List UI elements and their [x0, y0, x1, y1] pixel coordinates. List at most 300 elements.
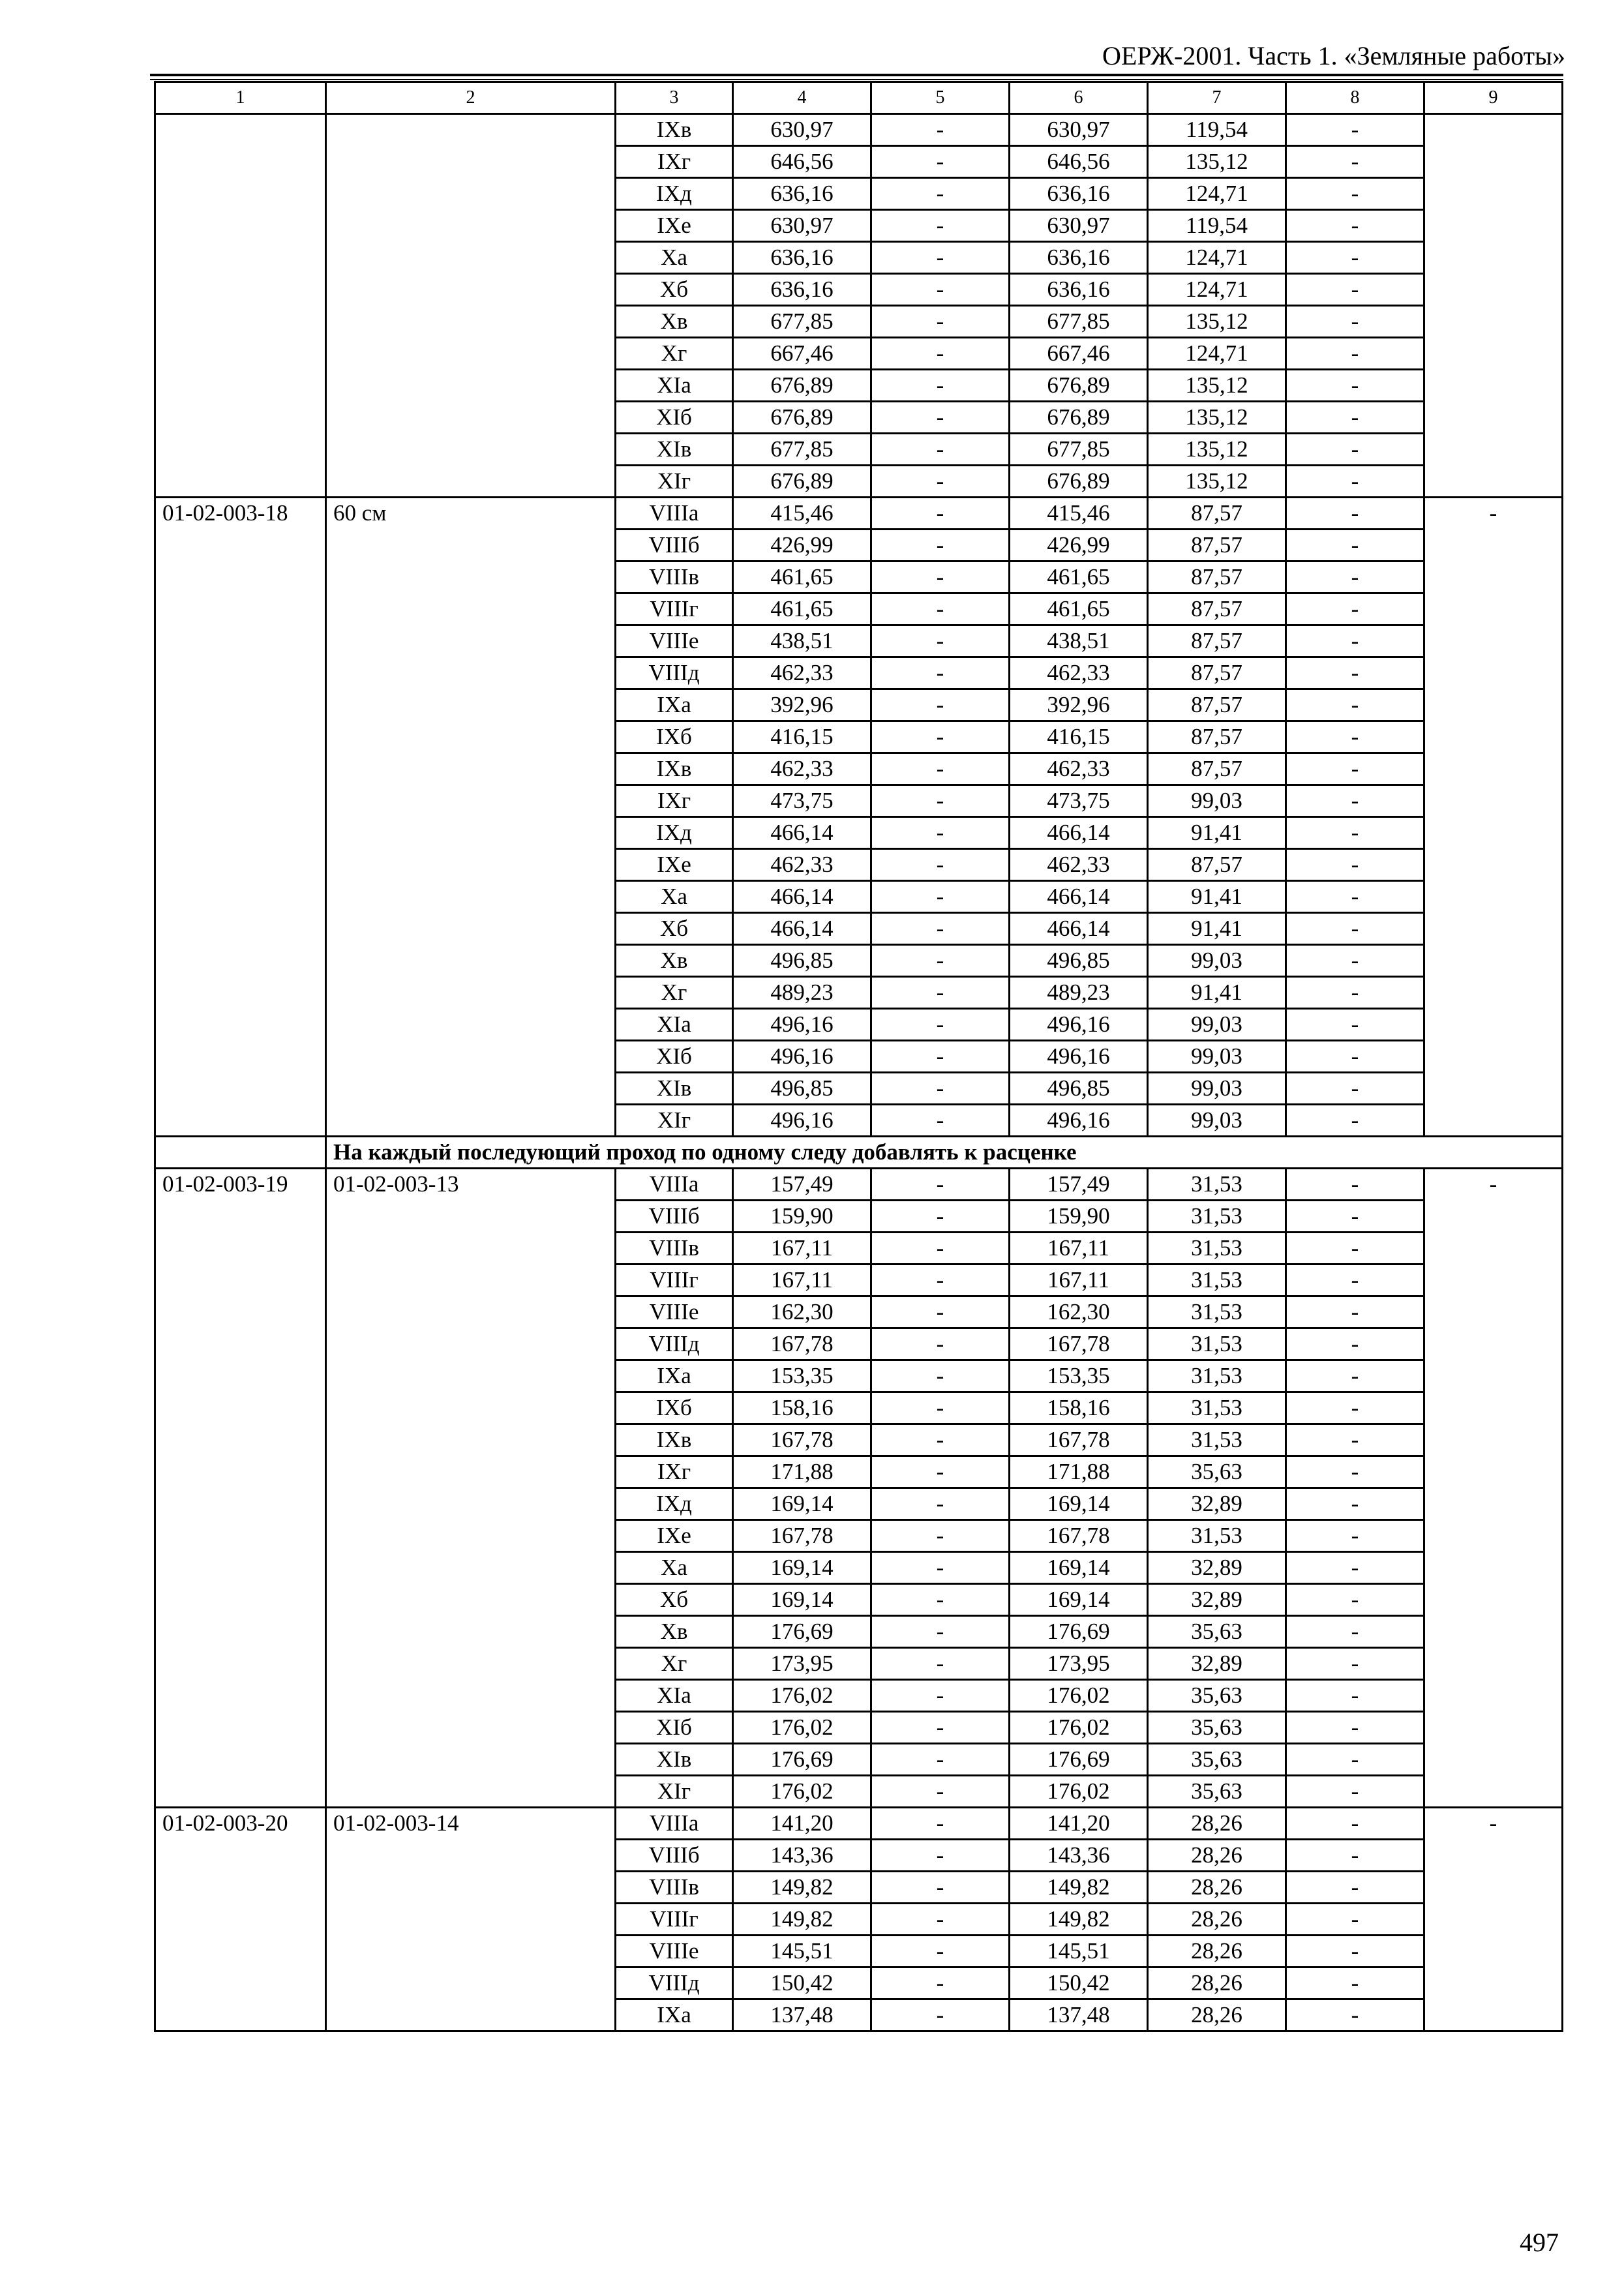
machinist-wages-cell: 91,41 — [1148, 881, 1286, 913]
wages-cell: - — [871, 274, 1010, 306]
section-title: На каждый последующий проход по одному следу добавлять к расценке — [326, 1137, 1563, 1169]
machine-cost-cell: 176,69 — [1010, 1744, 1148, 1776]
machine-cost-cell: 438,51 — [1010, 625, 1148, 657]
soil-group-cell: IXд — [616, 1488, 733, 1520]
wages-cell: - — [871, 1967, 1010, 1999]
total-cost-cell: 149,82 — [733, 1872, 871, 1904]
soil-group-cell: XIб — [616, 1041, 733, 1073]
wages-cell: - — [871, 402, 1010, 434]
machine-cost-cell: 167,78 — [1010, 1328, 1148, 1360]
total-cost-cell: 438,51 — [733, 625, 871, 657]
column-number-cell: 6 — [1010, 82, 1148, 114]
total-cost-cell: 162,30 — [733, 1296, 871, 1328]
materials-cell: - — [1286, 306, 1424, 338]
total-cost-cell: 137,48 — [733, 1999, 871, 2031]
materials-cell: - — [1286, 817, 1424, 849]
soil-group-cell: Xг — [616, 1648, 733, 1680]
soil-group-cell: XIг — [616, 1776, 733, 1808]
total-cost-cell: 153,35 — [733, 1360, 871, 1392]
machinist-wages-cell: 28,26 — [1148, 1872, 1286, 1904]
total-cost-cell: 496,16 — [733, 1041, 871, 1073]
wages-cell: - — [871, 1201, 1010, 1233]
wages-cell: - — [871, 913, 1010, 945]
machine-cost-cell: 646,56 — [1010, 146, 1148, 178]
wages-cell: - — [871, 1840, 1010, 1872]
machinist-wages-cell: 31,53 — [1148, 1169, 1286, 1201]
machinist-wages-cell: 99,03 — [1148, 1105, 1286, 1137]
soil-group-cell: VIIIе — [616, 625, 733, 657]
soil-group-cell: XIв — [616, 434, 733, 466]
soil-group-cell: XIа — [616, 1009, 733, 1041]
machinist-wages-cell: 31,53 — [1148, 1264, 1286, 1296]
wages-cell: - — [871, 977, 1010, 1009]
machine-cost-cell: 176,02 — [1010, 1712, 1148, 1744]
materials-cell: - — [1286, 1552, 1424, 1584]
soil-group-cell: XIг — [616, 466, 733, 498]
soil-group-cell: Xв — [616, 1616, 733, 1648]
materials-cell: - — [1286, 593, 1424, 625]
machinist-wages-cell: 32,89 — [1148, 1552, 1286, 1584]
soil-group-cell: Xв — [616, 945, 733, 977]
soil-group-cell: Xб — [616, 1584, 733, 1616]
total-cost-cell: 461,65 — [733, 593, 871, 625]
machine-cost-cell: 143,36 — [1010, 1840, 1148, 1872]
wages-cell: - — [871, 306, 1010, 338]
wages-cell: - — [871, 114, 1010, 146]
wages-cell: - — [871, 1360, 1010, 1392]
machinist-wages-cell: 28,26 — [1148, 1808, 1286, 1840]
machine-cost-cell: 496,85 — [1010, 945, 1148, 977]
wages-cell: - — [871, 1999, 1010, 2031]
soil-group-cell: IXб — [616, 721, 733, 753]
soil-group-cell: VIIIб — [616, 1840, 733, 1872]
materials-cell: - — [1286, 1936, 1424, 1967]
machine-cost-cell: 466,14 — [1010, 817, 1148, 849]
wages-cell: - — [871, 1169, 1010, 1201]
machinist-wages-cell: 28,26 — [1148, 1904, 1286, 1936]
wages-cell: - — [871, 1904, 1010, 1936]
machine-cost-cell: 461,65 — [1010, 561, 1148, 593]
machinist-wages-cell: 135,12 — [1148, 370, 1286, 402]
materials-cell: - — [1286, 498, 1424, 530]
total-cost-cell: 176,69 — [733, 1616, 871, 1648]
rates-table-body — [155, 82, 1563, 2031]
soil-group-cell: IXв — [616, 753, 733, 785]
wages-cell: - — [871, 210, 1010, 242]
total-cost-cell: 169,14 — [733, 1584, 871, 1616]
materials-cell: - — [1286, 881, 1424, 913]
wages-cell: - — [871, 753, 1010, 785]
materials-cell: - — [1286, 1041, 1424, 1073]
wages-cell: - — [871, 1872, 1010, 1904]
machinist-wages-cell: 28,26 — [1148, 1967, 1286, 1999]
column-number-row — [155, 82, 1563, 114]
machine-cost-cell: 141,20 — [1010, 1808, 1148, 1840]
materials-cell: - — [1286, 1520, 1424, 1552]
materials-cell: - — [1286, 1680, 1424, 1712]
total-cost-cell: 630,97 — [733, 114, 871, 146]
total-cost-cell: 466,14 — [733, 817, 871, 849]
wages-cell: - — [871, 1680, 1010, 1712]
wages-cell: - — [871, 1041, 1010, 1073]
machinist-wages-cell: 87,57 — [1148, 689, 1286, 721]
soil-group-cell: IXе — [616, 1520, 733, 1552]
soil-group-cell: IXб — [616, 1392, 733, 1424]
soil-group-cell: VIIIа — [616, 1808, 733, 1840]
materials-cell: - — [1286, 1904, 1424, 1936]
total-cost-cell: 676,89 — [733, 466, 871, 498]
header-rule-thin — [150, 79, 1563, 80]
materials-cell: - — [1286, 178, 1424, 210]
soil-group-cell: VIIIб — [616, 530, 733, 561]
soil-group-cell: VIIIв — [616, 1233, 733, 1264]
materials-cell: - — [1286, 1712, 1424, 1744]
total-cost-cell: 677,85 — [733, 306, 871, 338]
total-cost-cell: 677,85 — [733, 434, 871, 466]
soil-group-cell: IXг — [616, 146, 733, 178]
header-rule-thick — [150, 74, 1563, 76]
wages-cell: - — [871, 146, 1010, 178]
machinist-wages-cell: 87,57 — [1148, 753, 1286, 785]
machinist-wages-cell: 32,89 — [1148, 1488, 1286, 1520]
col9-cell: - — [1424, 498, 1563, 1137]
machine-cost-cell: 392,96 — [1010, 689, 1148, 721]
total-cost-cell: 646,56 — [733, 146, 871, 178]
col9-cell-empty — [1424, 114, 1563, 498]
soil-group-cell: VIIIг — [616, 593, 733, 625]
total-cost-cell: 416,15 — [733, 721, 871, 753]
machine-cost-cell: 159,90 — [1010, 1201, 1148, 1233]
machinist-wages-cell: 28,26 — [1148, 1999, 1286, 2031]
soil-group-cell: VIIIа — [616, 498, 733, 530]
total-cost-cell: 676,89 — [733, 370, 871, 402]
materials-cell: - — [1286, 1776, 1424, 1808]
machine-cost-cell: 153,35 — [1010, 1360, 1148, 1392]
machinist-wages-cell: 32,89 — [1148, 1648, 1286, 1680]
machine-cost-cell: 176,02 — [1010, 1680, 1148, 1712]
total-cost-cell: 150,42 — [733, 1967, 871, 1999]
wages-cell: - — [871, 466, 1010, 498]
total-cost-cell: 426,99 — [733, 530, 871, 561]
materials-cell: - — [1286, 1648, 1424, 1680]
materials-cell: - — [1286, 1264, 1424, 1296]
wages-cell: - — [871, 1552, 1010, 1584]
materials-cell: - — [1286, 274, 1424, 306]
soil-group-cell: IXд — [616, 178, 733, 210]
wages-cell: - — [871, 178, 1010, 210]
machinist-wages-cell: 135,12 — [1148, 146, 1286, 178]
materials-cell: - — [1286, 1840, 1424, 1872]
rate-code-cell: 01-02-003-19 — [155, 1169, 326, 1808]
total-cost-cell: 167,11 — [733, 1264, 871, 1296]
materials-cell: - — [1286, 561, 1424, 593]
total-cost-cell: 157,49 — [733, 1169, 871, 1201]
machine-cost-cell: 496,85 — [1010, 1073, 1148, 1105]
wages-cell: - — [871, 1648, 1010, 1680]
total-cost-cell: 176,02 — [733, 1776, 871, 1808]
wages-cell: - — [871, 1296, 1010, 1328]
machine-cost-cell: 466,14 — [1010, 881, 1148, 913]
column-number-cell: 9 — [1424, 82, 1563, 114]
materials-cell: - — [1286, 785, 1424, 817]
machine-cost-cell: 677,85 — [1010, 434, 1148, 466]
soil-group-cell: VIIIв — [616, 561, 733, 593]
materials-cell: - — [1286, 114, 1424, 146]
column-number-cell: 8 — [1286, 82, 1424, 114]
total-cost-cell: 489,23 — [733, 977, 871, 1009]
materials-cell: - — [1286, 721, 1424, 753]
col9-cell: - — [1424, 1808, 1563, 2031]
machine-cost-cell: 462,33 — [1010, 657, 1148, 689]
soil-group-cell: Xа — [616, 1552, 733, 1584]
wages-cell: - — [871, 530, 1010, 561]
machinist-wages-cell: 31,53 — [1148, 1233, 1286, 1264]
materials-cell: - — [1286, 530, 1424, 561]
total-cost-cell: 466,14 — [733, 913, 871, 945]
soil-group-cell: IXг — [616, 1456, 733, 1488]
machine-cost-cell: 489,23 — [1010, 977, 1148, 1009]
rates-table — [154, 81, 1563, 2032]
machine-cost-cell: 415,46 — [1010, 498, 1148, 530]
machinist-wages-cell: 99,03 — [1148, 945, 1286, 977]
soil-group-cell: XIб — [616, 402, 733, 434]
total-cost-cell: 143,36 — [733, 1840, 871, 1872]
table-row — [155, 1169, 1563, 1201]
table-row — [155, 1808, 1563, 1840]
total-cost-cell: 667,46 — [733, 338, 871, 370]
total-cost-cell: 169,14 — [733, 1552, 871, 1584]
materials-cell: - — [1286, 434, 1424, 466]
wages-cell: - — [871, 338, 1010, 370]
wages-cell: - — [871, 1488, 1010, 1520]
machine-cost-cell: 167,78 — [1010, 1424, 1148, 1456]
machine-cost-cell: 176,69 — [1010, 1616, 1148, 1648]
machine-cost-cell: 462,33 — [1010, 753, 1148, 785]
description-cell-empty — [326, 114, 616, 498]
total-cost-cell: 176,69 — [733, 1744, 871, 1776]
machine-cost-cell: 149,82 — [1010, 1904, 1148, 1936]
column-number-cell: 2 — [326, 82, 616, 114]
machinist-wages-cell: 87,57 — [1148, 657, 1286, 689]
total-cost-cell: 636,16 — [733, 242, 871, 274]
soil-group-cell: Xг — [616, 338, 733, 370]
total-cost-cell: 462,33 — [733, 657, 871, 689]
machine-cost-cell: 636,16 — [1010, 274, 1148, 306]
machinist-wages-cell: 31,53 — [1148, 1328, 1286, 1360]
materials-cell: - — [1286, 689, 1424, 721]
materials-cell: - — [1286, 1392, 1424, 1424]
rate-description-cell: 01-02-003-14 — [326, 1808, 616, 2031]
materials-cell: - — [1286, 1744, 1424, 1776]
materials-cell: - — [1286, 913, 1424, 945]
machinist-wages-cell: 31,53 — [1148, 1201, 1286, 1233]
machine-cost-cell: 676,89 — [1010, 402, 1148, 434]
rate-description-cell: 01-02-003-13 — [326, 1169, 616, 1808]
wages-cell: - — [871, 1584, 1010, 1616]
machinist-wages-cell: 91,41 — [1148, 977, 1286, 1009]
machinist-wages-cell: 32,89 — [1148, 1584, 1286, 1616]
wages-cell: - — [871, 881, 1010, 913]
materials-cell: - — [1286, 1967, 1424, 1999]
machine-cost-cell: 496,16 — [1010, 1009, 1148, 1041]
materials-cell: - — [1286, 466, 1424, 498]
materials-cell: - — [1286, 1456, 1424, 1488]
total-cost-cell: 167,78 — [733, 1424, 871, 1456]
machinist-wages-cell: 87,57 — [1148, 561, 1286, 593]
machinist-wages-cell: 35,63 — [1148, 1680, 1286, 1712]
soil-group-cell: VIIIг — [616, 1264, 733, 1296]
wages-cell: - — [871, 561, 1010, 593]
page-number: 497 — [1520, 2228, 1559, 2257]
total-cost-cell: 159,90 — [733, 1201, 871, 1233]
machine-cost-cell: 496,16 — [1010, 1041, 1148, 1073]
machinist-wages-cell: 87,57 — [1148, 625, 1286, 657]
column-number-cell: 3 — [616, 82, 733, 114]
machinist-wages-cell: 91,41 — [1148, 817, 1286, 849]
materials-cell: - — [1286, 1424, 1424, 1456]
materials-cell: - — [1286, 1584, 1424, 1616]
machinist-wages-cell: 99,03 — [1148, 1009, 1286, 1041]
section-heading-row — [155, 1137, 1563, 1169]
soil-group-cell: IXа — [616, 1999, 733, 2031]
machinist-wages-cell: 135,12 — [1148, 306, 1286, 338]
materials-cell: - — [1286, 146, 1424, 178]
materials-cell: - — [1286, 242, 1424, 274]
soil-group-cell: IXа — [616, 689, 733, 721]
machine-cost-cell: 167,11 — [1010, 1264, 1148, 1296]
total-cost-cell: 496,16 — [733, 1009, 871, 1041]
machine-cost-cell: 461,65 — [1010, 593, 1148, 625]
machine-cost-cell: 167,78 — [1010, 1520, 1148, 1552]
machine-cost-cell: 630,97 — [1010, 210, 1148, 242]
machine-cost-cell: 677,85 — [1010, 306, 1148, 338]
soil-group-cell: XIг — [616, 1105, 733, 1137]
total-cost-cell: 462,33 — [733, 753, 871, 785]
materials-cell: - — [1286, 338, 1424, 370]
soil-group-cell: XIв — [616, 1744, 733, 1776]
materials-cell: - — [1286, 1169, 1424, 1201]
wages-cell: - — [871, 434, 1010, 466]
materials-cell: - — [1286, 657, 1424, 689]
wages-cell: - — [871, 1456, 1010, 1488]
materials-cell: - — [1286, 1999, 1424, 2031]
wages-cell: - — [871, 1392, 1010, 1424]
materials-cell: - — [1286, 1201, 1424, 1233]
machine-cost-cell: 169,14 — [1010, 1488, 1148, 1520]
wages-cell: - — [871, 242, 1010, 274]
total-cost-cell: 461,65 — [733, 561, 871, 593]
machinist-wages-cell: 99,03 — [1148, 1041, 1286, 1073]
total-cost-cell: 415,46 — [733, 498, 871, 530]
wages-cell: - — [871, 1105, 1010, 1137]
materials-cell: - — [1286, 1872, 1424, 1904]
soil-group-cell: VIIIб — [616, 1201, 733, 1233]
total-cost-cell: 496,85 — [733, 945, 871, 977]
machine-cost-cell: 630,97 — [1010, 114, 1148, 146]
table-row — [155, 498, 1563, 530]
machine-cost-cell: 167,11 — [1010, 1233, 1148, 1264]
table-row — [155, 114, 1563, 146]
wages-cell: - — [871, 1328, 1010, 1360]
materials-cell: - — [1286, 1360, 1424, 1392]
machinist-wages-cell: 91,41 — [1148, 913, 1286, 945]
total-cost-cell: 636,16 — [733, 178, 871, 210]
wages-cell: - — [871, 689, 1010, 721]
total-cost-cell: 158,16 — [733, 1392, 871, 1424]
total-cost-cell: 392,96 — [733, 689, 871, 721]
wages-cell: - — [871, 1808, 1010, 1840]
soil-group-cell: XIв — [616, 1073, 733, 1105]
machine-cost-cell: 426,99 — [1010, 530, 1148, 561]
total-cost-cell: 145,51 — [733, 1936, 871, 1967]
wages-cell: - — [871, 785, 1010, 817]
section-empty-cell — [155, 1137, 326, 1169]
total-cost-cell: 636,16 — [733, 274, 871, 306]
soil-group-cell: Xб — [616, 913, 733, 945]
rate-code-cell: 01-02-003-18 — [155, 498, 326, 1137]
total-cost-cell: 630,97 — [733, 210, 871, 242]
wages-cell: - — [871, 1009, 1010, 1041]
machine-cost-cell: 667,46 — [1010, 338, 1148, 370]
machine-cost-cell: 149,82 — [1010, 1872, 1148, 1904]
soil-group-cell: IXг — [616, 785, 733, 817]
soil-group-cell: VIIIг — [616, 1904, 733, 1936]
wages-cell: - — [871, 1744, 1010, 1776]
soil-group-cell: IXд — [616, 817, 733, 849]
machinist-wages-cell: 87,57 — [1148, 593, 1286, 625]
soil-group-cell: IXе — [616, 849, 733, 881]
soil-group-cell: VIIIд — [616, 657, 733, 689]
wages-cell: - — [871, 1520, 1010, 1552]
total-cost-cell: 171,88 — [733, 1456, 871, 1488]
total-cost-cell: 176,02 — [733, 1680, 871, 1712]
materials-cell: - — [1286, 753, 1424, 785]
wages-cell: - — [871, 1424, 1010, 1456]
total-cost-cell: 149,82 — [733, 1904, 871, 1936]
soil-group-cell: Xг — [616, 977, 733, 1009]
column-number-cell: 4 — [733, 82, 871, 114]
machinist-wages-cell: 31,53 — [1148, 1424, 1286, 1456]
total-cost-cell: 167,78 — [733, 1328, 871, 1360]
wages-cell: - — [871, 849, 1010, 881]
machinist-wages-cell: 124,71 — [1148, 274, 1286, 306]
wages-cell: - — [871, 1936, 1010, 1967]
wages-cell: - — [871, 1776, 1010, 1808]
machine-cost-cell: 416,15 — [1010, 721, 1148, 753]
soil-group-cell: IXв — [616, 114, 733, 146]
column-number-cell: 1 — [155, 82, 326, 114]
machinist-wages-cell: 28,26 — [1148, 1936, 1286, 1967]
materials-cell: - — [1286, 625, 1424, 657]
materials-cell: - — [1286, 1009, 1424, 1041]
soil-group-cell: XIб — [616, 1712, 733, 1744]
materials-cell: - — [1286, 1073, 1424, 1105]
total-cost-cell: 462,33 — [733, 849, 871, 881]
machinist-wages-cell: 135,12 — [1148, 402, 1286, 434]
total-cost-cell: 176,02 — [733, 1712, 871, 1744]
machine-cost-cell: 171,88 — [1010, 1456, 1148, 1488]
code-cell-empty — [155, 114, 326, 498]
soil-group-cell: IXв — [616, 1424, 733, 1456]
wages-cell: - — [871, 721, 1010, 753]
wages-cell: - — [871, 945, 1010, 977]
materials-cell: - — [1286, 402, 1424, 434]
soil-group-cell: IXа — [616, 1360, 733, 1392]
materials-cell: - — [1286, 370, 1424, 402]
machine-cost-cell: 473,75 — [1010, 785, 1148, 817]
col9-cell: - — [1424, 1169, 1563, 1808]
machine-cost-cell: 169,14 — [1010, 1584, 1148, 1616]
